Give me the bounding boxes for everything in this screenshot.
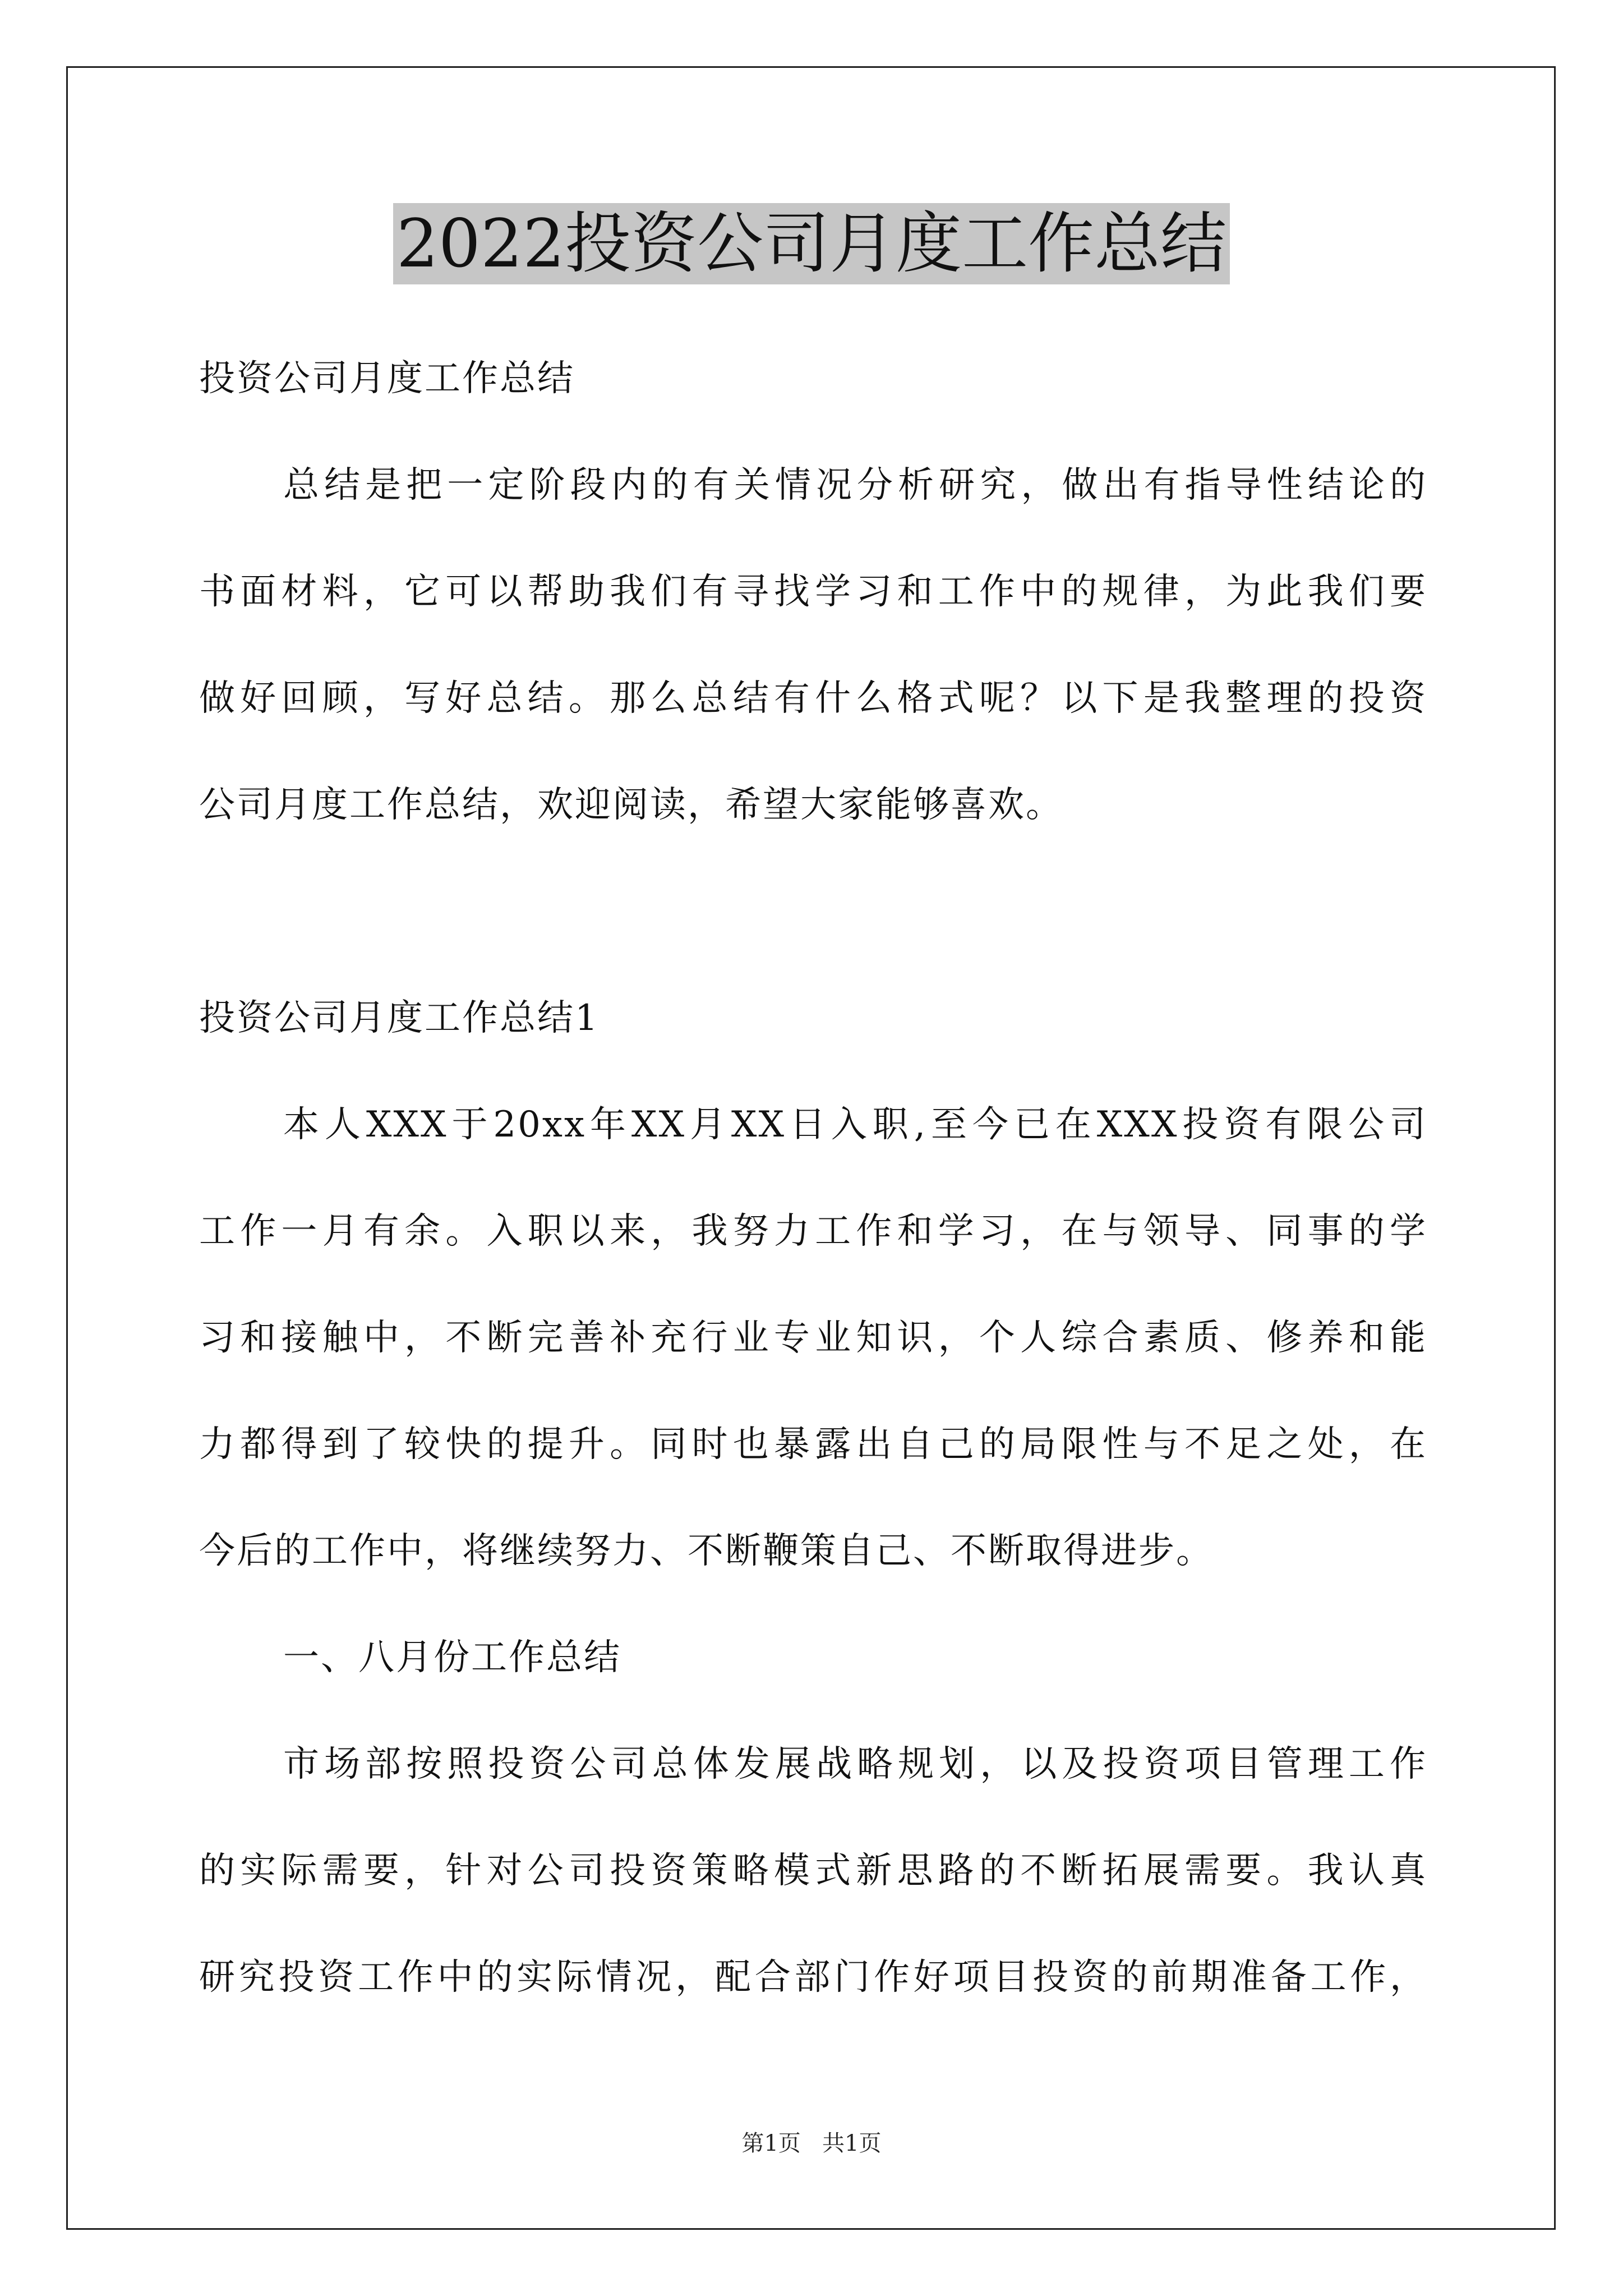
paragraph-line: 市场部按照投资公司总体发展战略规划，以及投资项目管理工作 xyxy=(283,1743,1427,1785)
paragraph-line: 公司月度工作总结，欢迎阅读，希望大家能够喜欢。 xyxy=(199,784,1063,826)
paragraph-line: 的实际需要，针对公司投资策略模式新思路的不断拓展需要。我认真 xyxy=(199,1850,1427,1892)
page-footer: 第1页 共1页 xyxy=(741,2131,882,2156)
title-wrapper xyxy=(0,203,1623,284)
section-heading: 投资公司月度工作总结 xyxy=(199,358,575,399)
document-title: 2022投资公司月度工作总结 xyxy=(393,203,1230,284)
paragraph-line: 书面材料，它可以帮助我们有寻找学习和工作中的规律，为此我们要 xyxy=(199,571,1427,613)
paragraph-line: 今后的工作中，将继续努力、不断鞭策自己、不断取得进步。 xyxy=(199,1530,1214,1572)
section-heading: 投资公司月度工作总结1 xyxy=(199,997,600,1039)
paragraph-line: 习和接触中，不断完善补充行业专业知识，个人综合素质、修养和能 xyxy=(199,1317,1427,1359)
subsection-heading: 一、八月份工作总结 xyxy=(283,1637,621,1678)
paragraph-line: 研究投资工作中的实际情况，配合部门作好项目投资的前期准备工作， xyxy=(199,1957,1427,1998)
paragraph-line: 做好回顾，写好总结。那么总结有什么格式呢？以下是我整理的投资 xyxy=(199,678,1427,719)
paragraph-line: 力都得到了较快的提升。同时也暴露出自己的局限性与不足之处，在 xyxy=(199,1424,1427,1465)
paragraph-line: 本人XXX于20xx年XX月XX日入职,至今已在XXX投资有限公司 xyxy=(283,1104,1427,1145)
paragraph-line: 总结是把一定阶段内的有关情况分析研究，做出有指导性结论的 xyxy=(283,464,1427,506)
paragraph-line: 工作一月有余。入职以来，我努力工作和学习，在与领导、同事的学 xyxy=(199,1211,1427,1252)
